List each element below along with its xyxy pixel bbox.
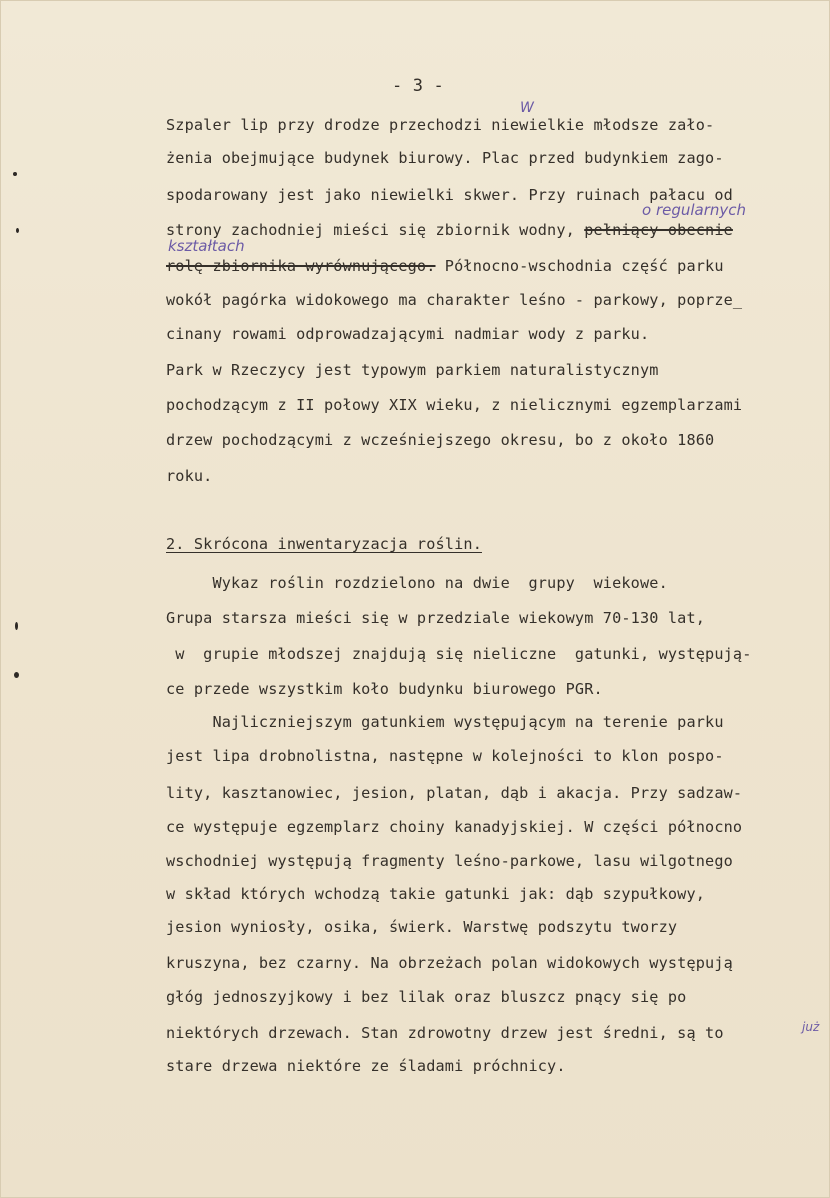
text-line-5: [166, 257, 724, 275]
text-line-26: niektórych drzewach. Stan zdrowotny drzew jest średni, są to: [166, 1024, 724, 1042]
text-line-24: kruszyna, bez czarny. Na obrzeżach polan widokowych występują: [166, 954, 733, 972]
page-number: - 3 -: [392, 76, 444, 96]
text-line-1: Szpaler lip przy drodze przechodzi niewielkie młodsze zało-: [166, 116, 715, 134]
handwritten-w-insert: W: [520, 100, 534, 116]
section-heading: 2. Skrócona inwentaryzacja roślin.: [166, 535, 482, 553]
text-line-22: w skład których wchodzą takie gatunki jak: dąb szypułkowy,: [166, 885, 706, 903]
handwritten-o-regularnych: o regularnych: [642, 201, 747, 219]
text-line-7: cinany rowami odprowadzającymi nadmiar wody z parku.: [166, 325, 650, 343]
text-line-4: [166, 221, 733, 239]
margin-mark-1: [13, 172, 17, 176]
text-line-5-plain: Północno-wschodnia część parku: [435, 257, 724, 275]
text-line-11: roku.: [166, 467, 213, 485]
text-line-21: wschodniej występują fragmenty leśno-parkowe, lasu wilgotnego: [166, 852, 733, 870]
text-line-2: żenia obejmujące budynek biurowy. Plac przed budynkiem zago-: [166, 149, 724, 167]
text-line-17: Najliczniejszym gatunkiem występującym na terenie parku: [166, 713, 724, 731]
text-line-18: jest lipa drobnolistna, następne w kolejności to klon pospo-: [166, 747, 724, 765]
text-line-15: w grupie młodszej znajdują się nieliczne gatunki, występują-: [166, 645, 752, 663]
text-line-20: ce występuje egzemplarz choiny kanadyjskiej. W części północno: [166, 818, 743, 836]
margin-mark-3: [15, 622, 18, 630]
text-line-3: spodarowany jest jako niewielki skwer. Przy ruinach pałacu od: [166, 186, 733, 204]
text-line-4-plain: strony zachodniej mieści się zbiornik wodny,: [166, 221, 585, 239]
margin-mark-2: [16, 228, 19, 233]
text-line-23: jesion wyniosły, osika, świerk. Warstwę podszytu tworzy: [166, 918, 678, 936]
struck-text-1: pełniący obecnie: [584, 221, 733, 239]
text-line-25: głóg jednoszyjkowy i bez lilak oraz bluszcz pnący się po: [166, 988, 687, 1006]
handwritten-ksztaltach: kształtach: [168, 237, 245, 255]
text-line-27: stare drzewa niektóre ze śladami próchnicy.: [166, 1057, 566, 1075]
text-line-19: lity, kasztanowiec, jesion, platan, dąb i akacja. Przy sadzaw-: [166, 784, 743, 802]
text-line-10: drzew pochodzącymi z wcześniejszego okresu, bo z około 1860: [166, 431, 715, 449]
handwritten-juz: już: [802, 1020, 820, 1034]
text-line-16: ce przede wszystkim koło budynku biurowego PGR.: [166, 680, 603, 698]
margin-mark-4: [14, 672, 19, 678]
text-line-14: Grupa starsza mieści się w przedziale wiekowym 70-130 lat,: [166, 609, 706, 627]
text-line-8: Park w Rzeczycy jest typowym parkiem naturalistycznym: [166, 361, 659, 379]
text-line-9: pochodzącym z II połowy XIX wieku, z nielicznymi egzemplarzami: [166, 396, 743, 414]
text-line-6: wokół pagórka widokowego ma charakter leśno - parkowy, poprze_: [166, 291, 743, 309]
text-line-13: Wykaz roślin rozdzielono na dwie grupy wiekowe.: [166, 574, 668, 592]
struck-text-2: rolę zbiornika wyrównującego.: [166, 257, 436, 275]
